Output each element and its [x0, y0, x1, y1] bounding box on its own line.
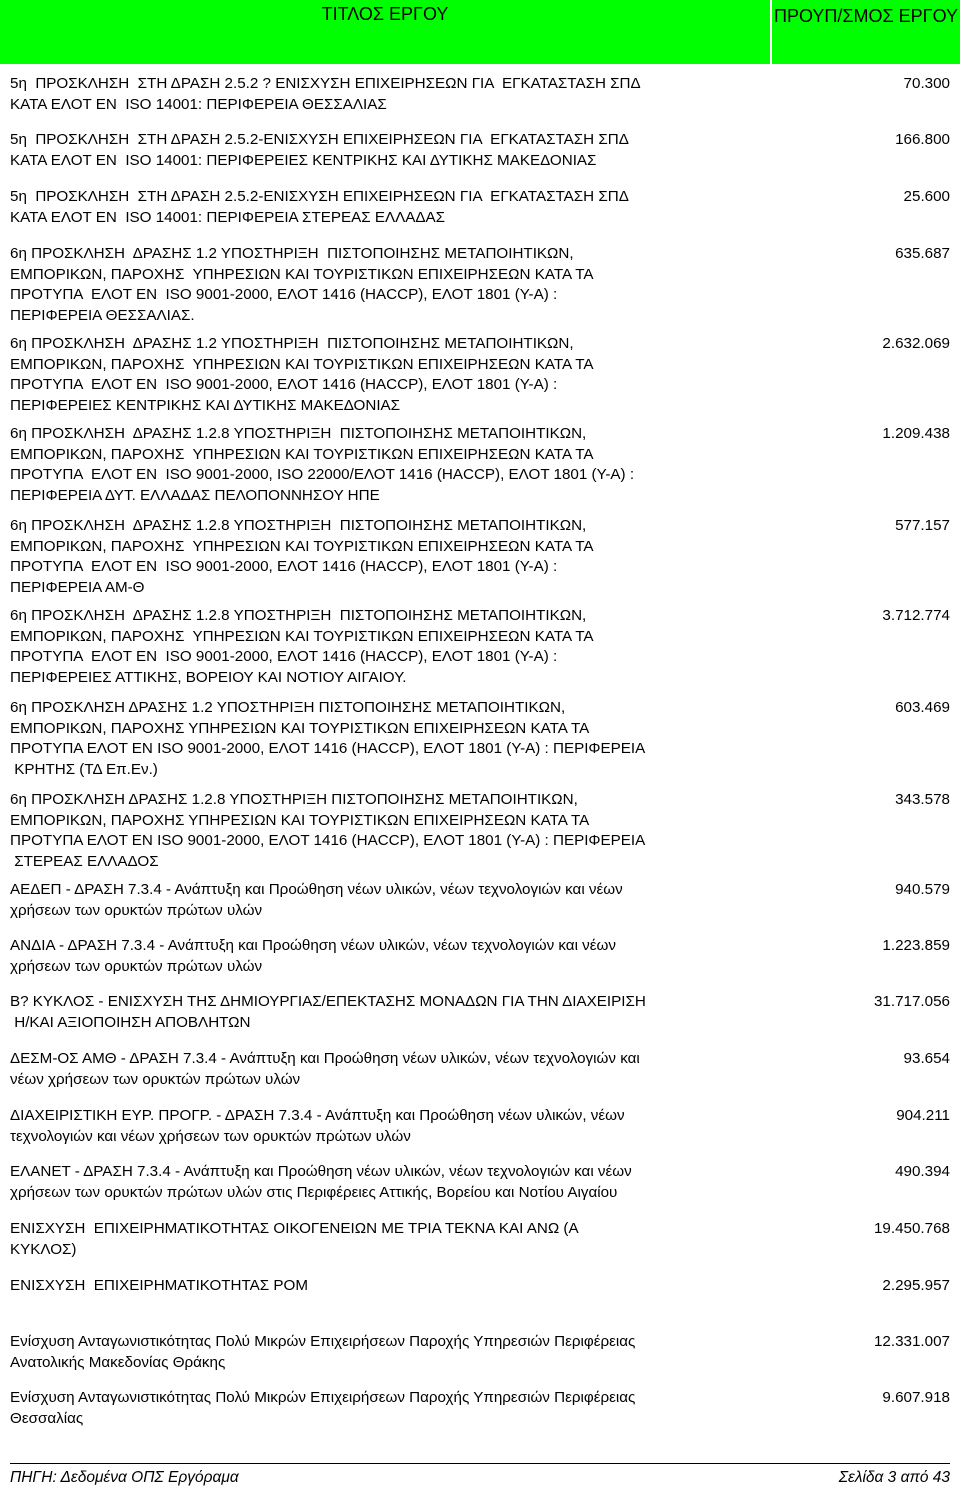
footer-divider [10, 1463, 950, 1464]
column-header-title [0, 0, 770, 64]
project-title [10, 424, 780, 506]
project-title [10, 187, 780, 228]
project-title-line: Η/ΚΑΙ ΑΞΙΟΠΟΙΗΣΗ ΑΠΟΒΛΗΤΩΝ [10, 1013, 251, 1031]
project-title [10, 130, 780, 171]
project-title-line: ΔΕΣΜ-ΟΣ ΑΜΘ - ΔΡΑΣΗ 7.3.4 - Ανάπτυξη και Προώθηση νέων υλικών, νέων τεχνολογιών και [10, 1050, 640, 1067]
project-title [10, 880, 780, 921]
project-title-line: ΠΡΟΤΥΠΑ ΕΛΟΤ ΕΝ ISO 9001-2000, ΕΛΟΤ 1416 (HACCP), ΕΛΟΤ 1801 (Υ-Α) : [10, 286, 558, 303]
project-title [10, 1219, 780, 1260]
project-title [10, 1388, 780, 1429]
project-title-line: ΕΜΠΟΡΙΚΩΝ, ΠΑΡΟΧΗΣ ΥΠΗΡΕΣΙΩΝ ΚΑΙ ΤΟΥΡΙΣΤΙΚΩΝ ΕΠΙΧΕΙΡΗΣΕΩΝ ΚΑΤΑ ΤΑ [10, 719, 590, 737]
project-budget: 1.209.438 [882, 425, 950, 442]
project-title-line: ΠΡΟΤΥΠΑ ΕΛΟΤ ΕΝ ISO 9001-2000, ΕΛΟΤ 1416 (HACCP), ΕΛΟΤ 1801 (Υ-Α) : [10, 558, 558, 575]
project-title-line: ΕΜΠΟΡΙΚΩΝ, ΠΑΡΟΧΗΣ ΥΠΗΡΕΣΙΩΝ ΚΑΙ ΤΟΥΡΙΣΤΙΚΩΝ ΕΠΙΧΕΙΡΗΣΕΩΝ ΚΑΤΑ ΤΑ [10, 627, 594, 645]
project-title-line: ΕΜΠΟΡΙΚΩΝ, ΠΑΡΟΧΗΣ ΥΠΗΡΕΣΙΩΝ ΚΑΙ ΤΟΥΡΙΣΤΙΚΩΝ ΕΠΙΧΕΙΡΗΣΕΩΝ ΚΑΤΑ ΤΑ [10, 355, 594, 373]
project-budget: 93.654 [903, 1050, 950, 1067]
project-title-line: 6η ΠΡΟΣΚΛΗΣΗ ΔΡΑΣΗΣ 1.2.8 ΥΠΟΣΤΗΡΙΞΗ ΠΙΣΤΟΠΟΙΗΣΗΣ ΜΕΤΑΠΟΙΗΤΙΚΩΝ, [10, 607, 587, 624]
project-budget: 490.394 [895, 1163, 950, 1180]
project-title-line: ΕΜΠΟΡΙΚΩΝ, ΠΑΡΟΧΗΣ ΥΠΗΡΕΣΙΩΝ ΚΑΙ ΤΟΥΡΙΣΤΙΚΩΝ ΕΠΙΧΕΙΡΗΣΕΩΝ ΚΑΤΑ ΤΑ [10, 445, 594, 463]
project-title-line: ΠΡΟΤΥΠΑ ΕΛΟΤ ΕΝ ISO 9001-2000, ΕΛΟΤ 1416 (HACCP), ΕΛΟΤ 1801 (Υ-Α) : ΠΕΡΙΦΕΡΕΙΑ [10, 740, 646, 757]
project-title-line: ΚΑΤΑ ΕΛΟΤ ΕΝ ISO 14001: ΠΕΡΙΦΕΡΕΙΑ ΘΕΣΣΑΛΙΑΣ [10, 95, 387, 113]
project-title [10, 74, 780, 115]
project-title [10, 1332, 780, 1373]
project-title-line: τεχνολογιών και νέων χρήσεων των ορυκτών πρώτων υλών [10, 1127, 411, 1145]
project-budget: 343.578 [895, 791, 950, 808]
project-title-line: 5η ΠΡΟΣΚΛΗΣΗ ΣΤΗ ΔΡΑΣΗ 2.5.2-ΕΝΙΣΧΥΣΗ ΕΠΙΧΕΙΡΗΣΕΩΝ ΓΙΑ ΕΓΚΑΤΑΣΤΑΣΗ ΣΠΔ [10, 188, 629, 205]
project-budget: 19.450.768 [873, 1220, 950, 1237]
project-budget: 2.632.069 [882, 335, 950, 352]
project-title-line: 6η ΠΡΟΣΚΛΗΣΗ ΔΡΑΣΗΣ 1.2.8 ΥΠΟΣΤΗΡΙΞΗ ΠΙΣΤΟΠΟΙΗΣΗΣ ΜΕΤΑΠΟΙΗΤΙΚΩΝ, [10, 791, 578, 808]
project-title [10, 1106, 780, 1147]
project-title-line: ΕΝΙΣΧΥΣΗ ΕΠΙΧΕΙΡΗΜΑΤΙΚΟΤΗΤΑΣ ΡΟΜ [10, 1277, 309, 1294]
project-title-line: ΔΙΑΧΕΙΡΙΣΤΙΚΗ ΕΥΡ. ΠΡΟΓΡ. - ΔΡΑΣΗ 7.3.4 - Ανάπτυξη και Προώθηση νέων υλικών, νέων [10, 1107, 625, 1124]
project-budget: 12.331.007 [873, 1333, 950, 1350]
project-title-line: 6η ΠΡΟΣΚΛΗΣΗ ΔΡΑΣΗΣ 1.2 ΥΠΟΣΤΗΡΙΞΗ ΠΙΣΤΟΠΟΙΗΣΗΣ ΜΕΤΑΠΟΙΗΤΙΚΩΝ, [10, 245, 574, 262]
project-budget: 25.600 [903, 188, 950, 205]
project-budget: 3.712.774 [882, 607, 950, 624]
project-title-line: ΠΡΟΤΥΠΑ ΕΛΟΤ ΕΝ ISO 9001-2000, ΕΛΟΤ 1416 (HACCP), ΕΛΟΤ 1801 (Υ-Α) : [10, 648, 558, 665]
project-title [10, 1162, 780, 1203]
column-header-title-text: ΤΙΤΛΟΣ ΕΡΓΟΥ [321, 4, 449, 24]
project-title-line: ΕΝΙΣΧΥΣΗ ΕΠΙΧΕΙΡΗΜΑΤΙΚΟΤΗΤΑΣ ΟΙΚΟΓΕΝΕΙΩΝ ΜΕ ΤΡΙΑ ΤΕΚΝΑ ΚΑΙ ΑΝΩ (Α [10, 1220, 579, 1237]
project-budget: 2.295.957 [882, 1277, 950, 1294]
project-title-line: ΠΡΟΤΥΠΑ ΕΛΟΤ ΕΝ ISO 9001-2000, ΕΛΟΤ 1416 (HACCP), ΕΛΟΤ 1801 (Υ-Α) : [10, 376, 558, 393]
project-budget: 577.157 [895, 517, 950, 534]
project-title-line: ΠΡΟΤΥΠΑ ΕΛΟΤ ΕΝ ISO 9001-2000, ΕΛΟΤ 1416 (HACCP), ΕΛΟΤ 1801 (Υ-Α) : ΠΕΡΙΦΕΡΕΙΑ [10, 832, 646, 849]
project-title-line: ΠΡΟΤΥΠΑ ΕΛΟΤ ΕΝ ISO 9001-2000, ISO 22000/ΕΛΟΤ 1416 (HACCP), ΕΛΟΤ 1801 (Υ-Α) : [10, 466, 635, 483]
column-header-budget: ΠΡΟΥΠ/ΣΜΟΣ ΕΡΓΟΥ [772, 0, 960, 64]
project-title-line: ΚΑΤΑ ΕΛΟΤ ΕΝ ISO 14001: ΠΕΡΙΦΕΡΕΙΕΣ ΚΕΝΤΡΙΚΗΣ ΚΑΙ ΔΥΤΙΚΗΣ ΜΑΚΕΔΟΝΙΑΣ [10, 151, 597, 169]
project-title-line: ΚΥΚΛΟΣ) [10, 1240, 77, 1258]
project-title-line: ΠΕΡΙΦΕΡΕΙΑ ΑΜ-Θ [10, 578, 145, 596]
project-title-line: χρήσεων των ορυκτών πρώτων υλών στις Περιφέρειες Αττικής, Βορείου και Νοτίου Αιγαίου [10, 1183, 618, 1201]
project-title [10, 606, 780, 688]
project-title-line: 6η ΠΡΟΣΚΛΗΣΗ ΔΡΑΣΗΣ 1.2 ΥΠΟΣΤΗΡΙΞΗ ΠΙΣΤΟΠΟΙΗΣΗΣ ΜΕΤΑΠΟΙΗΤΙΚΩΝ, [10, 699, 566, 716]
project-title-line: ΕΜΠΟΡΙΚΩΝ, ΠΑΡΟΧΗΣ ΥΠΗΡΕΣΙΩΝ ΚΑΙ ΤΟΥΡΙΣΤΙΚΩΝ ΕΠΙΧΕΙΡΗΣΕΩΝ ΚΑΤΑ ΤΑ [10, 265, 594, 283]
project-title-line: ΠΕΡΙΦΕΡΕΙΕΣ ΚΕΝΤΡΙΚΗΣ ΚΑΙ ΔΥΤΙΚΗΣ ΜΑΚΕΔΟΝΙΑΣ [10, 396, 401, 414]
project-title-line: ΕΜΠΟΡΙΚΩΝ, ΠΑΡΟΧΗΣ ΥΠΗΡΕΣΙΩΝ ΚΑΙ ΤΟΥΡΙΣΤΙΚΩΝ ΕΠΙΧΕΙΡΗΣΕΩΝ ΚΑΤΑ ΤΑ [10, 537, 594, 555]
project-title-line: ΠΕΡΙΦΕΡΕΙΑ ΘΕΣΣΑΛΙΑΣ. [10, 306, 195, 324]
project-title-line: χρήσεων των ορυκτών πρώτων υλών [10, 901, 263, 919]
project-title-line: ΑΕΔΕΠ - ΔΡΑΣΗ 7.3.4 - Ανάπτυξη και Προώθηση νέων υλικών, νέων τεχνολογιών και νέων [10, 881, 623, 898]
project-title-line: ΚΑΤΑ ΕΛΟΤ ΕΝ ISO 14001: ΠΕΡΙΦΕΡΕΙΑ ΣΤΕΡΕΑΣ ΕΛΛΑΔΑΣ [10, 208, 446, 226]
project-title-line: ΑΝΔΙΑ - ΔΡΑΣΗ 7.3.4 - Ανάπτυξη και Προώθηση νέων υλικών, νέων τεχνολογιών και νέων [10, 937, 616, 954]
project-budget: 70.300 [903, 75, 950, 92]
project-title-line: Β? ΚΥΚΛΟΣ - ΕΝΙΣΧΥΣΗ ΤΗΣ ΔΗΜΙΟΥΡΓΙΑΣ/ΕΠΕΚΤΑΣΗΣ ΜΟΝΑΔΩΝ ΓΙΑ ΤΗΝ ΔΙΑΧΕΙΡΙΣΗ [10, 993, 646, 1010]
project-title-line: ΠΕΡΙΦΕΡΕΙΕΣ ΑΤΤΙΚΗΣ, ΒΟΡΕΙΟΥ ΚΑΙ ΝΟΤΙΟΥ ΑΙΓΑΙΟΥ. [10, 668, 407, 686]
project-title-line: Θεσσαλίας [10, 1409, 84, 1427]
project-title-line: ΕΜΠΟΡΙΚΩΝ, ΠΑΡΟΧΗΣ ΥΠΗΡΕΣΙΩΝ ΚΑΙ ΤΟΥΡΙΣΤΙΚΩΝ ΕΠΙΧΕΙΡΗΣΕΩΝ ΚΑΤΑ ΤΑ [10, 811, 590, 829]
project-title-line: Ενίσχυση Ανταγωνιστικότητας Πολύ Μικρών Επιχειρήσεων Παροχής Υπηρεσιών Περιφέρειας [10, 1389, 636, 1406]
project-title [10, 334, 780, 416]
project-title-line: ΚΡΗΤΗΣ (ΤΔ Επ.Εν.) [10, 760, 158, 778]
project-title [10, 992, 780, 1033]
project-budget: 166.800 [895, 131, 950, 148]
project-budget: 904.211 [896, 1107, 950, 1124]
project-title-line: Ανατολικής Μακεδονίας Θράκης [10, 1353, 226, 1371]
project-title-line: 5η ΠΡΟΣΚΛΗΣΗ ΣΤΗ ΔΡΑΣΗ 2.5.2 ? ΕΝΙΣΧΥΣΗ ΕΠΙΧΕΙΡΗΣΕΩΝ ΓΙΑ ΕΓΚΑΤΑΣΤΑΣΗ ΣΠΔ [10, 75, 641, 92]
project-title-line: 6η ΠΡΟΣΚΛΗΣΗ ΔΡΑΣΗΣ 1.2.8 ΥΠΟΣΤΗΡΙΞΗ ΠΙΣΤΟΠΟΙΗΣΗΣ ΜΕΤΑΠΟΙΗΤΙΚΩΝ, [10, 425, 587, 442]
project-title [10, 516, 780, 598]
project-budget: 940.579 [895, 881, 950, 898]
project-title-line: 6η ΠΡΟΣΚΛΗΣΗ ΔΡΑΣΗΣ 1.2 ΥΠΟΣΤΗΡΙΞΗ ΠΙΣΤΟΠΟΙΗΣΗΣ ΜΕΤΑΠΟΙΗΤΙΚΩΝ, [10, 335, 574, 352]
project-title-line: ΠΕΡΙΦΕΡΕΙΑ ΔΥΤ. ΕΛΛΑΔΑΣ ΠΕΛΟΠΟΝΝΗΣΟΥ ΗΠΕ [10, 486, 380, 504]
project-title-line: χρήσεων των ορυκτών πρώτων υλών [10, 957, 263, 975]
project-title [10, 698, 780, 780]
project-budget: 31.717.056 [873, 993, 950, 1010]
project-title [10, 1049, 780, 1090]
project-title [10, 1276, 780, 1297]
project-title-line: ΣΤΕΡΕΑΣ ΕΛΛΑΔΟΣ [10, 852, 159, 870]
table-header [0, 0, 960, 64]
source-note: ΠΗΓΗ: Δεδομένα ΟΠΣ Εργόραμα [10, 1469, 239, 1486]
project-title-line: 6η ΠΡΟΣΚΛΗΣΗ ΔΡΑΣΗΣ 1.2.8 ΥΠΟΣΤΗΡΙΞΗ ΠΙΣΤΟΠΟΙΗΣΗΣ ΜΕΤΑΠΟΙΗΤΙΚΩΝ, [10, 517, 587, 534]
project-budget: 1.223.859 [882, 937, 950, 954]
project-budget: 9.607.918 [882, 1389, 950, 1406]
project-title-line: 5η ΠΡΟΣΚΛΗΣΗ ΣΤΗ ΔΡΑΣΗ 2.5.2-ΕΝΙΣΧΥΣΗ ΕΠΙΧΕΙΡΗΣΕΩΝ ΓΙΑ ΕΓΚΑΤΑΣΤΑΣΗ ΣΠΔ [10, 131, 629, 148]
project-title-line: ΕΛΑΝΕΤ - ΔΡΑΣΗ 7.3.4 - Ανάπτυξη και Προώθηση νέων υλικών, νέων τεχνολογιών και νέων [10, 1163, 632, 1180]
page-number: Σελίδα 3 από 43 [838, 1469, 950, 1486]
project-title-line: Ενίσχυση Ανταγωνιστικότητας Πολύ Μικρών Επιχειρήσεων Παροχής Υπηρεσιών Περιφέρειας [10, 1333, 636, 1350]
project-title [10, 790, 780, 872]
project-budget: 603.469 [895, 699, 950, 716]
project-budget: 635.687 [895, 245, 950, 262]
project-title [10, 936, 780, 977]
project-title [10, 244, 780, 326]
project-title-line: νέων χρήσεων των ορυκτών πρώτων υλών [10, 1070, 301, 1088]
